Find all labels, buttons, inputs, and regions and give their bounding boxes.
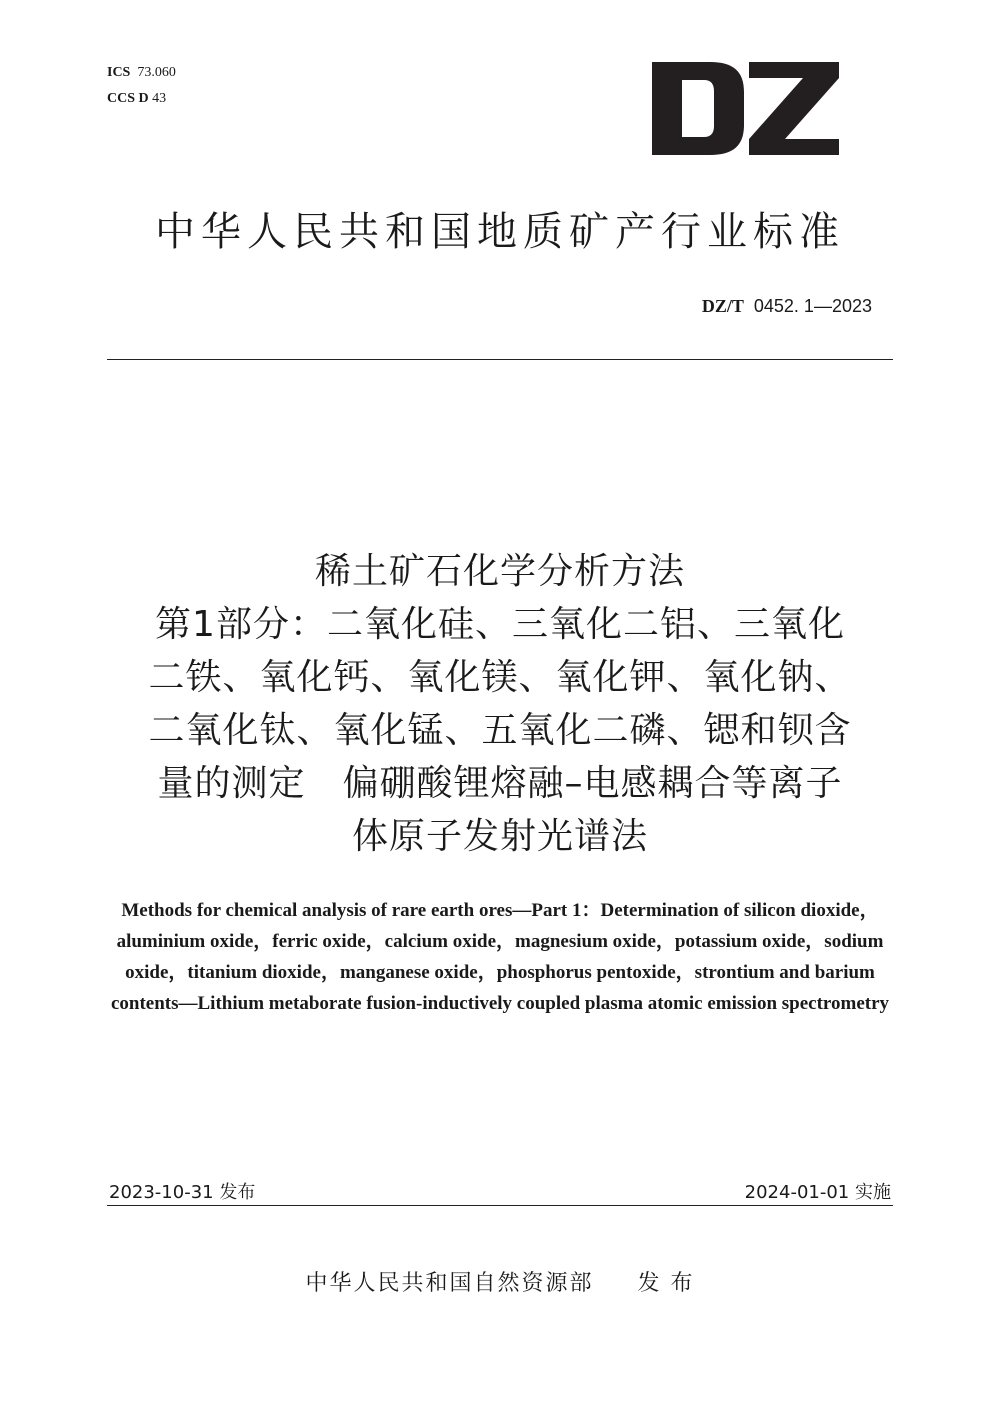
- classification-codes: [107, 60, 176, 112]
- top-divider: [107, 359, 893, 360]
- ics-code: [107, 60, 176, 86]
- chinese-title-line: 二氧化钛、氧化锰、五氧化二磷、锶和钡含: [148, 710, 852, 751]
- english-title-line: aluminium oxide，ferric oxide，calcium oxide，magnesium oxide，potassium oxide，sodium: [116, 931, 884, 952]
- chinese-title-line: 体原子发射光谱法: [351, 816, 648, 857]
- standard-number: [702, 296, 872, 317]
- issuer-name: 中华人民共和国自然资源部: [305, 1271, 594, 1296]
- english-title-line: Methods for chemical analysis of rare earth ores—Part 1：Determination of silicon dioxide，: [121, 900, 879, 921]
- chinese-title-line: 二铁、氧化钙、氧化镁、氧化钾、氧化钠、: [148, 657, 852, 698]
- ccs-label: CCS D: [107, 91, 149, 106]
- chinese-title-line: 量的测定 偏硼酸锂熔融–电感耦合等离子: [157, 763, 843, 804]
- ics-label: ICS: [107, 65, 131, 80]
- implement-date: 2024-01-01 实施: [744, 1182, 891, 1203]
- ics-value: 73.060: [137, 65, 176, 80]
- english-title: [40, 895, 960, 1019]
- issuer-action: 发 布: [637, 1271, 695, 1296]
- english-title-line: contents—Lithium metaborate fusion-inductively coupled plasma atomic emission spectrometry: [110, 993, 890, 1014]
- publish-date: 2023-10-31 发布: [109, 1182, 256, 1203]
- dz-logo: [652, 62, 839, 155]
- standard-prefix: DZ/T: [701, 296, 744, 316]
- issuer: [0, 1266, 1000, 1297]
- standard-code: 0452. 1—2023: [753, 296, 872, 316]
- ccs-value: 43: [152, 91, 167, 106]
- bottom-divider: [107, 1205, 893, 1206]
- chinese-title: [60, 545, 940, 863]
- chinese-title-line: 第1部分：二氧化硅、三氧化二铝、三氧化: [155, 604, 845, 645]
- industry-standard-title: 中华人民共和国地质矿产行业标准: [155, 209, 845, 255]
- ccs-code: [107, 86, 176, 112]
- english-title-line: oxide，titanium dioxide，manganese oxide，phosphorus pentoxide，strontium and barium: [125, 962, 875, 983]
- chinese-title-line: 稀土矿石化学分析方法: [314, 551, 685, 592]
